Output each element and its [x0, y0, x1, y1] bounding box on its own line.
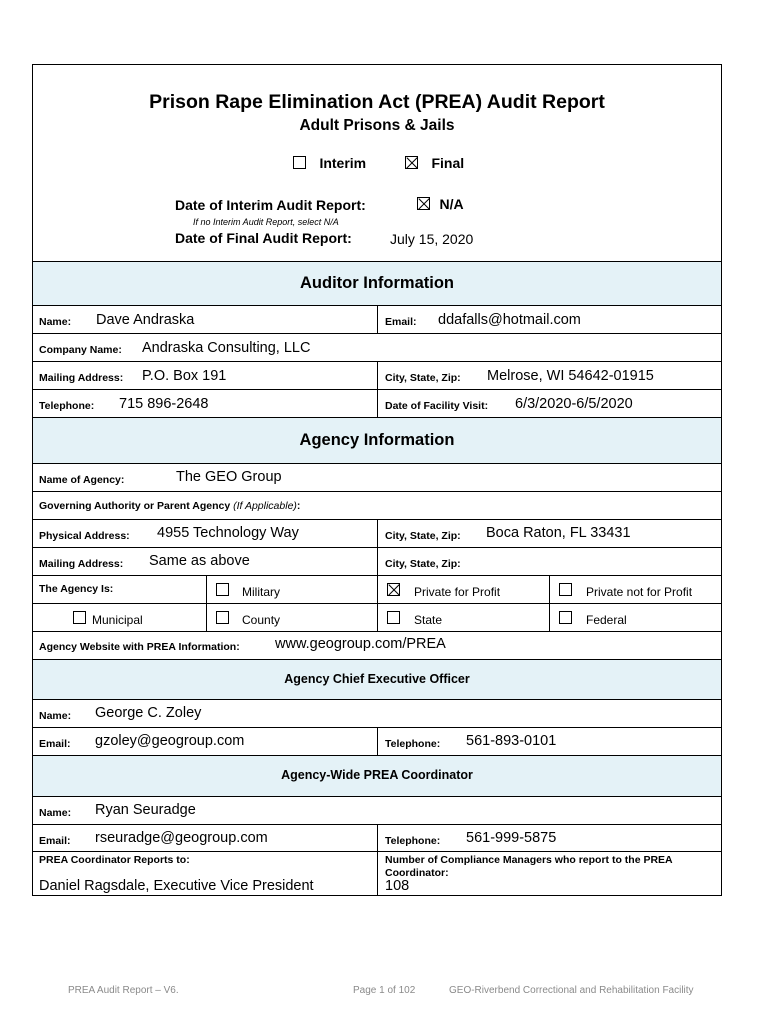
coordinator-phone-label: Telephone: — [385, 835, 441, 847]
agency-is-label: The Agency Is: — [39, 583, 114, 595]
coordinator-name: Ryan Seuradge — [95, 802, 196, 818]
ceo-email-label: Email: — [39, 738, 71, 750]
ceo-name-label: Name: — [39, 710, 72, 722]
interim-date-label: Date of Interim Audit Report: — [175, 197, 366, 213]
private-not-for-profit-checkbox[interactable] — [559, 583, 572, 596]
ceo-phone-label: Telephone: — [385, 738, 441, 750]
agency-type-row-2 — [33, 603, 721, 631]
county-label: County — [242, 613, 281, 627]
final-date-label: Date of Final Audit Report: — [175, 230, 352, 246]
auditor-section-header — [33, 261, 721, 305]
ceo-email: gzoley@geogroup.com — [95, 733, 245, 749]
managers-label-line1: Number of Compliance Managers who report to the PREA — [385, 854, 673, 866]
interim-option[interactable] — [293, 155, 366, 173]
auditor-company-label: Company Name: — [39, 344, 122, 356]
column-divider — [377, 852, 378, 896]
agency-physical-row — [33, 519, 721, 547]
ceo-name-row — [33, 699, 721, 727]
auditor-phone: 715 896-2648 — [119, 396, 209, 412]
coordinator-section-title: Agency-Wide PREA Coordinator — [281, 768, 473, 782]
final-option[interactable] — [405, 155, 464, 173]
ceo-section-header — [33, 659, 721, 699]
auditor-name-row — [33, 305, 721, 333]
private-not-for-profit-label: Private not for Profit — [586, 585, 693, 599]
agency-website[interactable]: www.geogroup.com/PREA — [275, 636, 446, 652]
auditor-email: ddafalls@hotmail.com — [438, 312, 581, 328]
agency-governing-label: Governing Authority or Parent Agency (If Applicable): — [39, 500, 301, 512]
footer-report-version: PREA Audit Report – V6. — [68, 985, 179, 996]
military-checkbox[interactable] — [216, 583, 229, 596]
agency-governing-note: (If Applicable) — [233, 500, 297, 512]
footer-page-number: Page 1 of 102 — [353, 985, 416, 996]
agency-name: The GEO Group — [176, 469, 282, 485]
audit-report-form — [32, 64, 722, 896]
ceo-name: George C. Zoley — [95, 705, 202, 721]
interim-note: If no Interim Audit Report, select N/A — [193, 217, 339, 227]
state-label: State — [414, 613, 443, 627]
report-header — [33, 65, 721, 261]
auditor-phone-row — [33, 389, 721, 417]
report-subtitle: Adult Prisons & Jails — [299, 117, 455, 134]
agency-city: Boca Raton, FL 33431 — [486, 525, 631, 541]
column-divider — [377, 362, 378, 390]
county-checkbox[interactable] — [216, 611, 229, 624]
military-label: Military — [242, 585, 280, 599]
agency-name-label: Name of Agency: — [39, 474, 125, 486]
final-label: Final — [431, 155, 465, 171]
ceo-phone: 561-893-0101 — [466, 733, 557, 749]
agency-section-title: Agency Information — [299, 431, 455, 449]
agency-section-header — [33, 417, 721, 463]
final-date-value: July 15, 2020 — [390, 231, 474, 247]
column-divider — [377, 728, 378, 756]
column-divider — [377, 306, 378, 334]
na-label: N/A — [439, 196, 464, 212]
auditor-visit-label: Date of Facility Visit: — [385, 400, 489, 412]
na-checkbox[interactable] — [417, 197, 430, 210]
coordinator-reports-to: Daniel Ragsdale, Executive Vice President — [39, 878, 314, 894]
auditor-mailing-label: Mailing Address: — [39, 372, 124, 384]
coordinator-email: rseuradge@geogroup.com — [95, 830, 268, 846]
column-divider — [377, 825, 378, 852]
agency-physical-label: Physical Address: — [39, 530, 130, 542]
federal-checkbox[interactable] — [559, 611, 572, 624]
managers-count: 108 — [385, 878, 410, 894]
auditor-name-label: Name: — [39, 316, 72, 328]
coordinator-reports-to-label: PREA Coordinator Reports to: — [39, 854, 190, 866]
municipal-checkbox[interactable] — [73, 611, 86, 624]
municipal-label: Municipal — [92, 613, 143, 627]
coordinator-phone: 561-999-5875 — [466, 830, 557, 846]
column-divider — [377, 520, 378, 548]
agency-mailing-label: Mailing Address: — [39, 558, 124, 570]
ceo-section-title: Agency Chief Executive Officer — [284, 672, 470, 686]
agency-mailing-row — [33, 547, 721, 575]
interim-checkbox[interactable] — [293, 156, 306, 169]
agency-type-row-1 — [33, 575, 721, 603]
auditor-city-label: City, State, Zip: — [385, 372, 461, 384]
final-checkbox[interactable] — [405, 156, 418, 169]
auditor-company-row — [33, 333, 721, 361]
na-option[interactable] — [417, 196, 464, 214]
auditor-email-label: Email: — [385, 316, 417, 328]
auditor-mailing: P.O. Box 191 — [142, 368, 227, 384]
private-for-profit-checkbox[interactable] — [387, 583, 400, 596]
agency-physical: 4955 Technology Way — [157, 525, 299, 541]
state-checkbox[interactable] — [387, 611, 400, 624]
auditor-company: Andraska Consulting, LLC — [142, 340, 311, 356]
coordinator-name-row — [33, 796, 721, 824]
auditor-city: Melrose, WI 54642-01915 — [487, 368, 654, 384]
auditor-name: Dave Andraska — [96, 312, 195, 328]
agency-governing-row — [33, 491, 721, 519]
auditor-visit: 6/3/2020-6/5/2020 — [515, 396, 633, 412]
managers-label-line2: Coordinator: — [385, 867, 449, 879]
column-divider — [377, 390, 378, 418]
column-divider — [377, 548, 378, 576]
footer-facility-name: GEO-Riverbend Correctional and Rehabilitation Facility — [449, 985, 694, 996]
interim-label: Interim — [319, 155, 367, 171]
federal-label: Federal — [586, 613, 627, 627]
coordinator-contact-row — [33, 824, 721, 851]
coordinator-email-label: Email: — [39, 835, 71, 847]
coordinator-reports-row — [33, 851, 721, 895]
auditor-section-title: Auditor Information — [300, 274, 454, 292]
agency-mailing-city-label: City, State, Zip: — [385, 558, 461, 570]
report-title: Prison Rape Elimination Act (PREA) Audit Report — [149, 91, 605, 113]
private-for-profit-label: Private for Profit — [414, 585, 501, 599]
coordinator-section-header — [33, 755, 721, 796]
auditor-mailing-row — [33, 361, 721, 389]
agency-name-row — [33, 463, 721, 491]
coordinator-name-label: Name: — [39, 807, 72, 819]
ceo-contact-row — [33, 727, 721, 755]
agency-city-label: City, State, Zip: — [385, 530, 461, 542]
auditor-phone-label: Telephone: — [39, 400, 95, 412]
agency-website-row — [33, 631, 721, 659]
agency-website-label: Agency Website with PREA Information: — [39, 641, 240, 653]
agency-mailing: Same as above — [149, 553, 250, 569]
